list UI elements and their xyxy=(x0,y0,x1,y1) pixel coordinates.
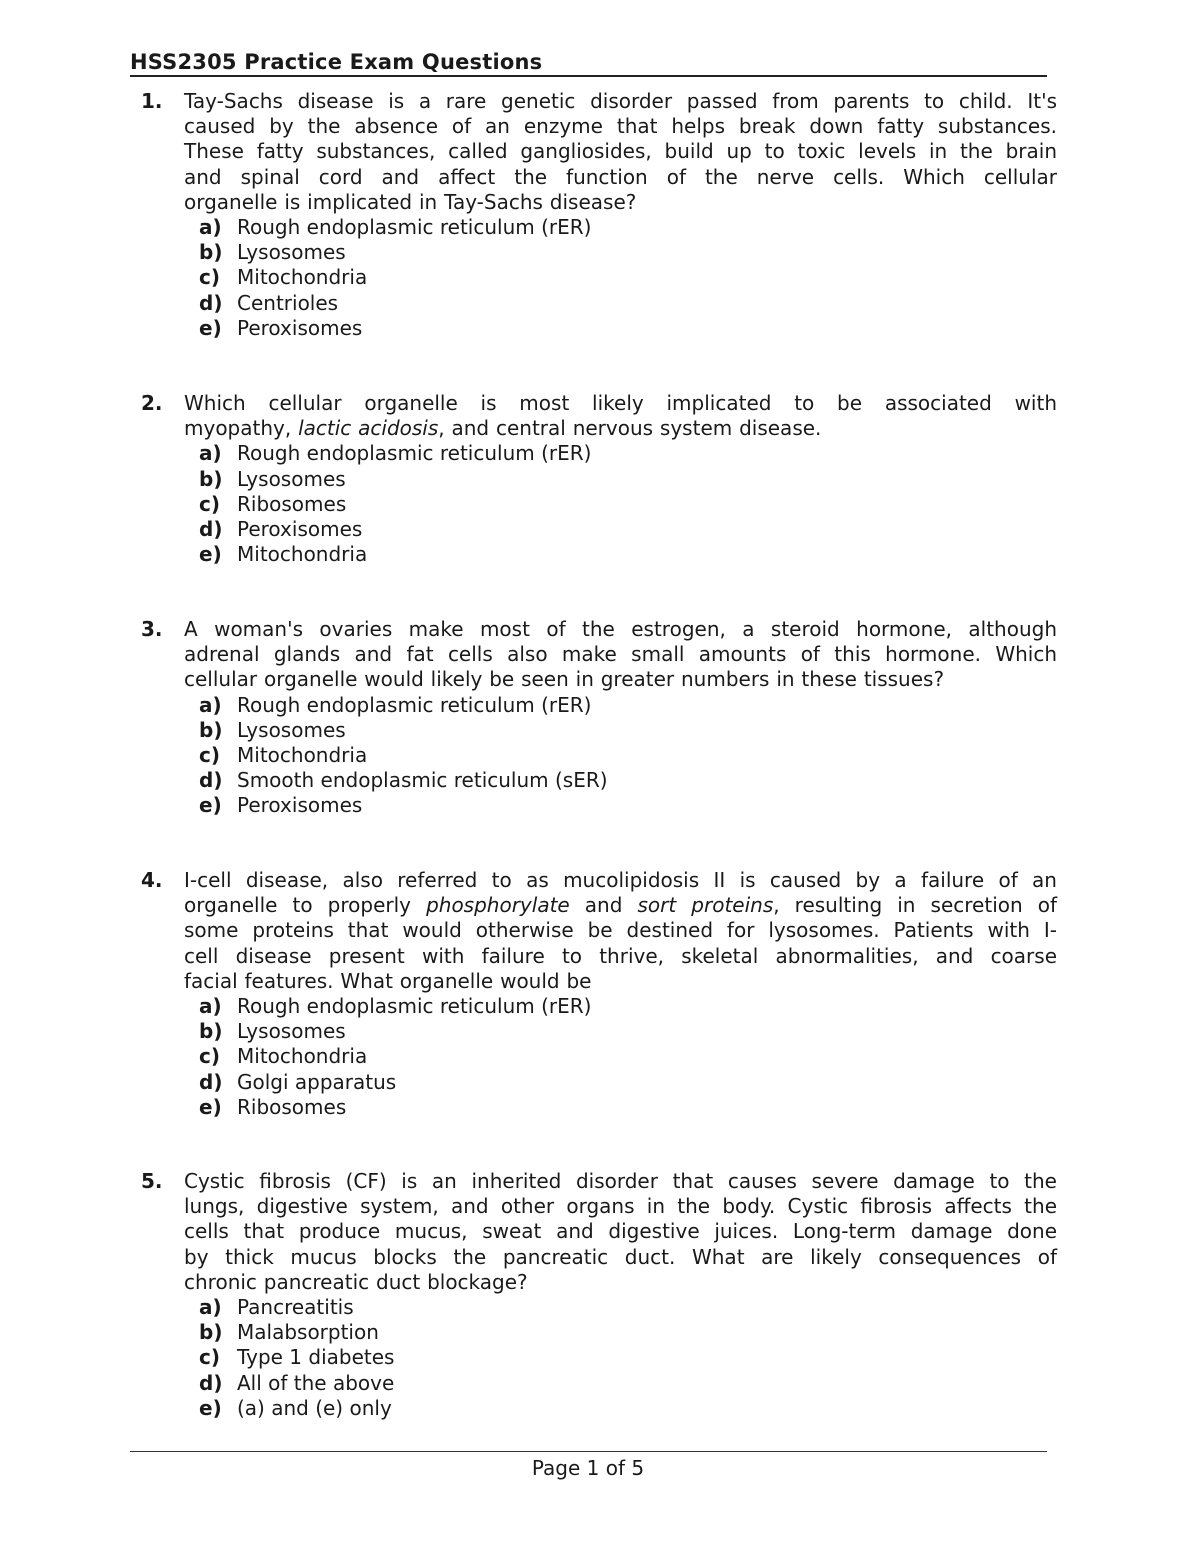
option-text: Mitochondria xyxy=(237,265,368,290)
question-line: Which cellular organelle is most likely implicated to be associated with xyxy=(184,391,1057,415)
option-text: Lysosomes xyxy=(237,240,346,265)
option-text: Type 1 diabetes xyxy=(237,1345,395,1370)
question-text xyxy=(184,617,1057,693)
answer-option xyxy=(199,1345,1057,1370)
option-letter: a) xyxy=(199,1295,222,1320)
answer-options xyxy=(199,994,1057,1120)
option-letter: a) xyxy=(199,215,222,240)
option-text: Smooth endoplasmic reticulum (sER) xyxy=(237,768,608,793)
question-text xyxy=(184,391,1057,441)
option-text: Rough endoplasmic reticulum (rER) xyxy=(237,441,592,466)
option-text: Rough endoplasmic reticulum (rER) xyxy=(237,994,592,1019)
question-4 xyxy=(141,868,1057,1120)
answer-option xyxy=(199,1396,1057,1421)
question-number: 2. xyxy=(141,391,163,415)
answer-options xyxy=(199,215,1057,341)
answer-option xyxy=(199,467,1057,492)
document-title: HSS2305 Practice Exam Questions xyxy=(130,50,543,74)
answer-option xyxy=(199,1295,1057,1320)
answer-option xyxy=(199,793,1057,818)
question-line: facial features. What organelle would be xyxy=(184,968,592,993)
question-line: chronic pancreatic duct blockage? xyxy=(184,1269,528,1294)
option-text: Golgi apparatus xyxy=(237,1069,397,1094)
option-text: Mitochondria xyxy=(237,742,368,767)
answer-option xyxy=(199,1070,1057,1095)
answer-option xyxy=(199,718,1057,743)
option-letter: c) xyxy=(199,1345,220,1370)
answer-option xyxy=(199,517,1057,542)
answer-option xyxy=(199,1095,1057,1120)
answer-option xyxy=(199,542,1057,567)
question-number: 1. xyxy=(141,89,163,113)
question-line: A woman's ovaries make most of the estrogen, a steroid hormone, although xyxy=(184,617,1057,641)
question-text xyxy=(184,89,1057,215)
option-text: Rough endoplasmic reticulum (rER) xyxy=(237,692,592,717)
option-letter: b) xyxy=(199,240,223,265)
option-letter: d) xyxy=(199,290,223,315)
option-letter: c) xyxy=(199,491,220,516)
option-text: Centrioles xyxy=(237,290,339,315)
option-letter: d) xyxy=(199,516,223,541)
option-text: (a) and (e) only xyxy=(237,1395,392,1420)
question-line: I-cell disease, also referred to as mucolipidosis II is caused by a failure of an xyxy=(184,868,1057,892)
option-letter: b) xyxy=(199,466,223,491)
answer-option xyxy=(199,1371,1057,1396)
question-line: organelle is implicated in Tay-Sachs disease? xyxy=(184,189,637,214)
answer-option xyxy=(199,215,1057,240)
question-5 xyxy=(141,1169,1057,1421)
option-letter: c) xyxy=(199,742,220,767)
emphasis-text: sort proteins xyxy=(637,893,774,918)
option-text: Mitochondria xyxy=(237,542,368,567)
question-line: Tay-Sachs disease is a rare genetic disorder passed from parents to child. It's xyxy=(184,89,1057,113)
option-letter: c) xyxy=(199,1044,220,1069)
question-line: some proteins that would otherwise be destined for lysosomes. Patients with I- xyxy=(184,918,1057,943)
option-letter: e) xyxy=(199,315,222,340)
answer-options xyxy=(199,693,1057,819)
option-text: Lysosomes xyxy=(237,466,346,491)
option-letter: d) xyxy=(199,1370,223,1395)
question-line: caused by the absence of an enzyme that helps break down fatty substances. xyxy=(184,114,1057,139)
option-letter: a) xyxy=(199,441,222,466)
answer-option xyxy=(199,316,1057,341)
footer-divider xyxy=(130,1451,1047,1452)
question-line: Cystic fibrosis (CF) is an inherited disorder that causes severe damage to the xyxy=(184,1169,1057,1193)
answer-option xyxy=(199,743,1057,768)
option-letter: e) xyxy=(199,1094,222,1119)
question-line: lungs, digestive system, and other organs in the body. Cystic fibrosis affects the xyxy=(184,1194,1057,1219)
page-number: Page 1 of 5 xyxy=(531,1456,645,1480)
question-number: 4. xyxy=(141,868,163,892)
option-letter: c) xyxy=(199,265,220,290)
emphasis-text: lactic acidosis xyxy=(298,416,439,441)
option-letter: d) xyxy=(199,1069,223,1094)
answer-option xyxy=(199,1044,1057,1069)
question-text xyxy=(184,1169,1057,1295)
answer-option xyxy=(199,1019,1057,1044)
option-text: Malabsorption xyxy=(237,1320,379,1345)
question-number: 3. xyxy=(141,617,163,641)
answer-option xyxy=(199,441,1057,466)
emphasis-text: phosphorylate xyxy=(426,893,570,918)
question-2 xyxy=(141,391,1057,567)
answer-option xyxy=(199,240,1057,265)
option-text: Peroxisomes xyxy=(237,793,363,818)
option-text: Peroxisomes xyxy=(237,516,363,541)
option-text: Lysosomes xyxy=(237,717,346,742)
question-number: 5. xyxy=(141,1169,163,1193)
header-divider xyxy=(130,75,1047,77)
option-text: Pancreatitis xyxy=(237,1295,354,1320)
option-text: Ribosomes xyxy=(237,491,347,516)
answer-option xyxy=(199,994,1057,1019)
option-letter: a) xyxy=(199,692,222,717)
question-line: These fatty substances, called gangliosides, build up to toxic levels in the brain xyxy=(184,139,1057,164)
answer-option xyxy=(199,1320,1057,1345)
option-text: Rough endoplasmic reticulum (rER) xyxy=(237,215,592,240)
option-text: All of the above xyxy=(237,1370,395,1395)
question-text xyxy=(184,868,1057,994)
question-3 xyxy=(141,617,1057,819)
question-line: cellular organelle would likely be seen in greater numbers in these tissues? xyxy=(184,667,945,692)
answer-options xyxy=(199,1295,1057,1421)
question-line: myopathy, lactic acidosis, and central nervous system disease. xyxy=(184,416,822,441)
option-text: Ribosomes xyxy=(237,1094,347,1119)
option-text: Mitochondria xyxy=(237,1044,368,1069)
option-letter: b) xyxy=(199,1320,223,1345)
question-line: organelle to properly phosphorylate and sort proteins, resulting in secretion of xyxy=(184,893,1058,918)
answer-option xyxy=(199,768,1057,793)
answer-option xyxy=(199,492,1057,517)
question-line: and spinal cord and affect the function of the nerve cells. Which cellular xyxy=(184,164,1057,189)
answer-option xyxy=(199,265,1057,290)
option-letter: b) xyxy=(199,717,223,742)
answer-option xyxy=(199,693,1057,718)
question-1 xyxy=(141,89,1057,341)
option-text: Lysosomes xyxy=(237,1019,346,1044)
question-line: cell disease present with failure to thrive, skeletal abnormalities, and coarse xyxy=(184,943,1057,968)
question-line: by thick mucus blocks the pancreatic duct. What are likely consequences of xyxy=(184,1244,1057,1269)
option-letter: a) xyxy=(199,994,222,1019)
option-letter: d) xyxy=(199,768,223,793)
question-line: adrenal glands and fat cells also make small amounts of this hormone. Which xyxy=(184,642,1057,667)
option-letter: e) xyxy=(199,542,222,567)
option-letter: e) xyxy=(199,793,222,818)
answer-option xyxy=(199,291,1057,316)
option-letter: b) xyxy=(199,1019,223,1044)
question-line: cells that produce mucus, sweat and digestive juices. Long-term damage done xyxy=(184,1219,1057,1244)
option-text: Peroxisomes xyxy=(237,315,363,340)
answer-options xyxy=(199,441,1057,567)
option-letter: e) xyxy=(199,1395,222,1420)
